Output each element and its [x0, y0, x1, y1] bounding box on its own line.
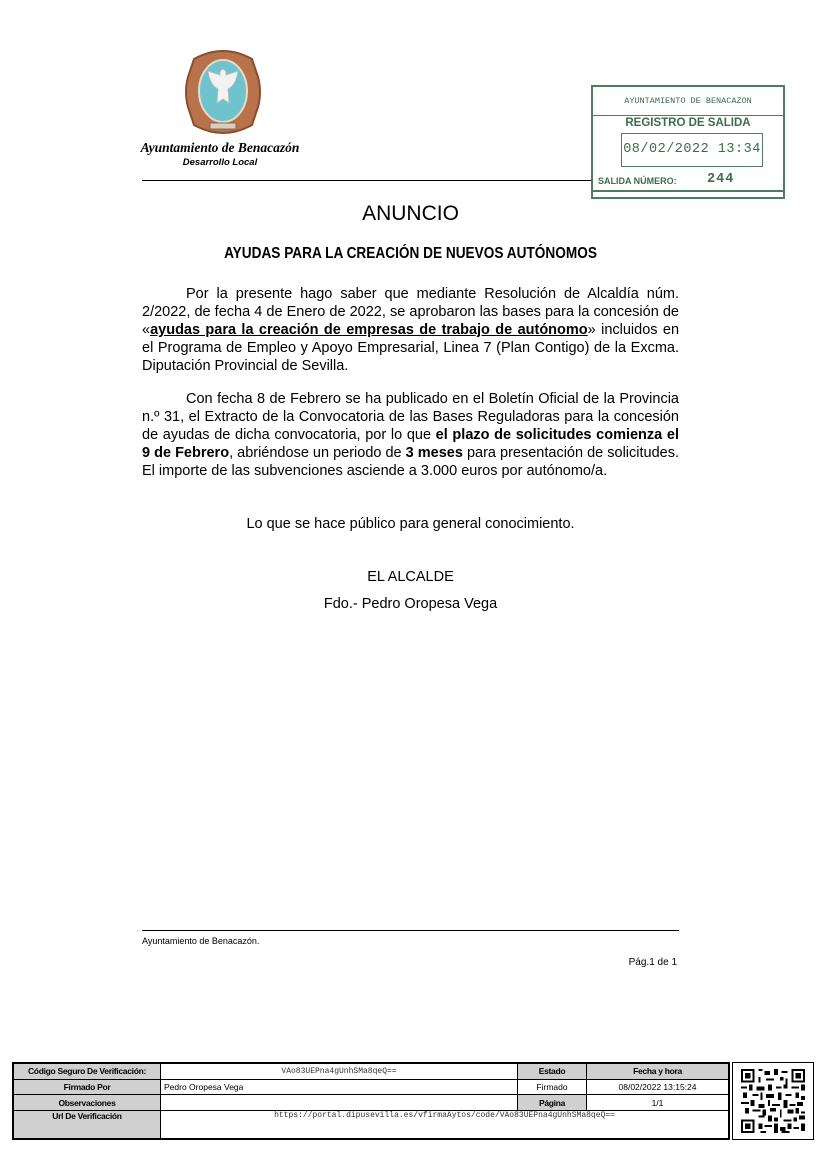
csv-label: Código Seguro De Verificación: — [14, 1064, 161, 1080]
pagina-label: Página — [518, 1095, 587, 1111]
estado-label: Estado — [518, 1064, 587, 1080]
department-name: Desarrollo Local — [182, 157, 258, 168]
coat-of-arms-icon — [184, 47, 262, 137]
stamp-number: 244 — [707, 172, 735, 187]
paragraph-publication — [142, 390, 679, 480]
stamp-title: REGISTRO DE SALIDA — [625, 117, 751, 129]
firmado-por-label: Firmado Por — [14, 1079, 161, 1095]
paragraph2-text-c: , abriéndose un periodo de — [229, 445, 406, 461]
verification-table — [12, 1062, 730, 1140]
header-divider — [142, 180, 592, 181]
paragraph2-deadline: el plazo de solicitudes comienza el 9 de Febrero — [142, 427, 679, 461]
qr-code-frame — [732, 1062, 814, 1140]
paragraph1-text-a: Por la presente hago saber que mediante Resolución de Alcaldía núm. 2/2022, de fecha 4 de Enero de 2022, se aprobaron las bases para la concesión de « — [142, 286, 679, 338]
csv-value: VAo83UEPna4gUnhSMa8qeQ== — [161, 1064, 518, 1080]
paragraph2-text-e: para presentación de solicitudes. El importe de las subvenciones asciende a 3.000 euros por autónomo/a. — [142, 445, 679, 479]
footer-divider — [142, 930, 679, 931]
organization-name: Ayuntamiento de Benacazón — [140, 140, 300, 155]
paragraph1-text-c: » incluidos en el Programa de Empleo y Apoyo Empresarial, Linea 7 (Plan Contigo) de la Excma. Diputación Provincial de Sevilla. — [142, 322, 680, 374]
document-subtitle: AYUDAS PARA LA CREACIÓN DE NUEVOS AUTÓNOMOS — [224, 245, 597, 262]
stamp-divider — [593, 190, 783, 192]
paragraph-resolution — [142, 285, 679, 375]
page-number: Pág.1 de 1 — [628, 957, 677, 968]
paragraph2-period: 3 meses — [405, 445, 463, 461]
stamp-number-label: SALIDA NÚMERO: — [598, 176, 677, 186]
signer-title: EL ALCALDE — [367, 569, 454, 585]
document-title: ANUNCIO — [362, 202, 459, 225]
observaciones-label: Observaciones — [14, 1095, 161, 1111]
paragraph2-text-a: Con fecha 8 de Febrero se ha publicado en el Boletín Oficial de la Provincia n.º 31, el Extracto de la Convocatoria de las Bases Reguladoras para la concesión de ayudas de dicha convocatoria, por lo que — [142, 391, 679, 443]
fecha-value: 08/02/2022 13:15:24 — [587, 1079, 729, 1095]
observaciones-value — [161, 1095, 518, 1111]
pagina-value: 1/1 — [587, 1095, 729, 1111]
qr-code-icon[interactable] — [740, 1069, 806, 1133]
registration-stamp — [591, 85, 785, 199]
stamp-issuer: AYUNTAMIENTO DE BENACAZON — [593, 87, 783, 116]
estado-value: Firmado — [518, 1079, 587, 1095]
closing-statement: Lo que se hace público para general conocimiento. — [246, 516, 575, 532]
url-label: Url De Verificación — [14, 1110, 161, 1138]
url-value[interactable]: https://portal.dipusevilla.es/vfirmaAytos/code/VAo83UEPna4gUnhSMa8qeQ== — [161, 1110, 729, 1138]
footer-organization: Ayuntamiento de Benacazón. — [142, 936, 260, 946]
paragraph1-emphasis: ayudas para la creación de empresas de trabajo de autónomo — [150, 322, 588, 338]
fecha-label: Fecha y hora — [587, 1064, 729, 1080]
firmado-por-value: Pedro Oropesa Vega — [161, 1079, 518, 1095]
signer-name: Fdo.- Pedro Oropesa Vega — [323, 596, 498, 612]
stamp-datetime: 08/02/2022 13:34 — [621, 133, 763, 167]
